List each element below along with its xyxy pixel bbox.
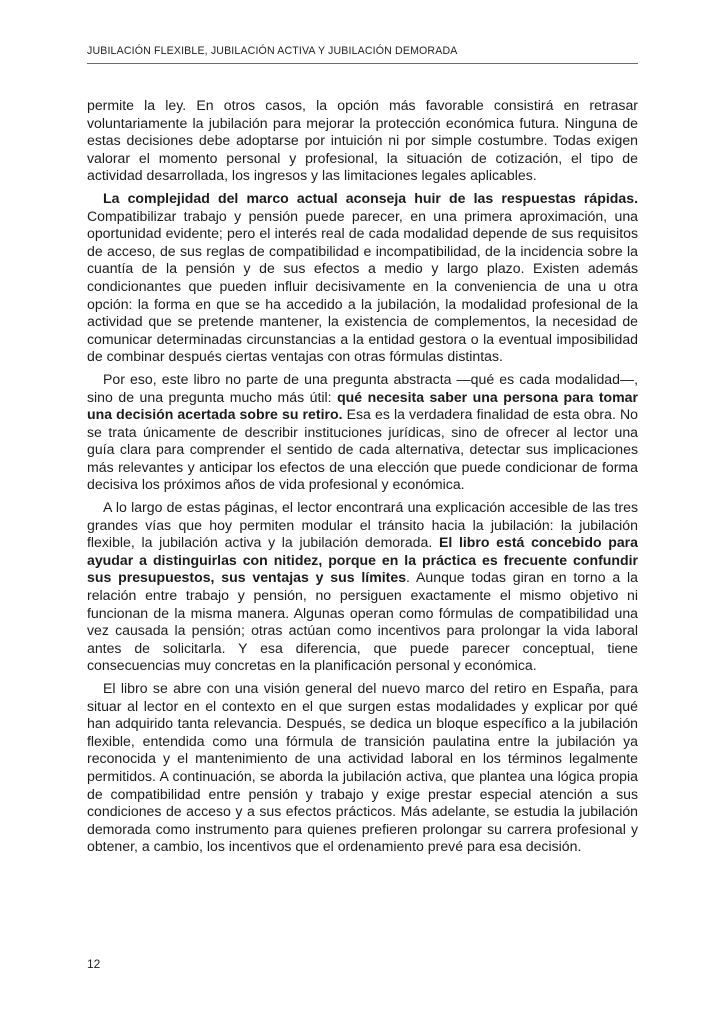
text-segment: Esa es la verdadera finalidad de esta obra. No se trata únicamente de describir instituciones jurídicas, sino de ofrecer al lector una guía clara para comprender el sentido de cada alternativa, detectar sus implicaciones más relevantes y anticipar los efectos de una elección que puede condicionar de forma decisiva los próximos años de vida profesional y económica.: [87, 406, 638, 493]
paragraph-2: [87, 190, 638, 366]
paragraph-1: [87, 97, 638, 185]
text-segment: A lo largo de estas páginas, el lector encontrará una explicación accesible de las tres grandes vías que hoy permiten modular el tránsito hacia la jubilación: la jubilación flexible, la jubilación activa y la jubilación demorada.: [87, 499, 638, 551]
bold-segment: El libro está concebido para ayudar a distinguirlas con nitidez, porque en la práctica es frecuente confundir sus presupuestos, sus ventajas y sus límites: [87, 534, 639, 586]
text-segment: Compatibilizar trabajo y pensión puede parecer, en una primera aproximación, una oportunidad evidente; pero el interés real de cada modalidad depende de sus requisitos de acceso, de sus reglas de compatibilidad e incompatibilidad, de la incidencia sobre la cuantía de la pensión y de sus efectos a medio y largo plazo. Existen además condicionantes que pueden influir decisivamente en la conveniencia de una u otra opción: la forma en que se ha accedido a la jubilación, la modalidad profesional de la actividad que se pretende mantener, la existencia de complementos, la necesidad de comunicar determinadas circunstancias a la entidad gestora o la eventual imposibilidad de combinar después ciertas ventajas con otras fórmulas distintas.: [87, 207, 638, 365]
text-segment: El libro se abre con una visión general del nuevo marco del retiro en España, para situar al lector en el contexto en el que surgen estas modalidades y explicar por qué han adquirido tanta relevancia. Después, se dedica un bloque específico a la jubilación flexible, entendida como una fórmula de transición paulatina entre la jubilación ya reconocida y el mantenimiento de una actividad laboral en los términos legalmente permitidos. A continuación, se aborda la jubilación activa, que plantea una lógica propia de compatibilidad entre pensión y trabajo y exige prestar especial atención a sus condiciones de acceso y a sus efectos prácticos. Más adelante, se estudia la jubilación demorada como instrumento para quienes prefieren prolongar su carrera profesional y obtener, a cambio, los incentivos que el ordenamiento prevé para esa decisión.: [87, 680, 638, 855]
paragraph-4: [87, 499, 638, 675]
body-text: [87, 97, 638, 861]
page-number: 12: [87, 957, 101, 971]
paragraph-3: [87, 371, 638, 494]
running-header: JUBILACIÓN FLEXIBLE, JUBILACIÓN ACTIVA Y JUBILACIÓN DEMORADA: [87, 45, 638, 64]
text-segment: Por eso, este libro no parte de una pregunta abstracta —qué es cada modalidad—, sino de una pregunta mucho más útil:: [87, 370, 638, 405]
bold-segment: La complejidad del marco actual aconseja huir de las respuestas rápidas.: [103, 189, 638, 206]
text-segment: . Aunque todas giran en torno a la relación entre trabajo y pensión, no persiguen exactamente el mismo objetivo ni funcionan de la misma manera. Algunas operan como fórmulas de compatibilidad una vez causada la pensión; otras actúan como incentivos para prolongar la vida laboral antes de solicitarla. Y esa diferencia, que puede parecer conceptual, tiene consecuencias muy concretas en la planificación personal y económica.: [87, 569, 638, 674]
bold-segment: qué necesita saber una persona para tomar una decisión acertada sobre su retiro.: [87, 388, 638, 423]
paragraph-5: [87, 680, 638, 856]
text-segment: permite la ley. En otros casos, la opción más favorable consistirá en retrasar voluntariamente la jubilación para mejorar la protección económica futura. Ninguna de estas decisiones debe adoptarse por intuición ni por simple costumbre. Todas exigen valorar el momento personal y profesional, la situación de cotización, el tipo de actividad desarrollada, los ingresos y las limitaciones legales aplicables.: [87, 97, 638, 184]
